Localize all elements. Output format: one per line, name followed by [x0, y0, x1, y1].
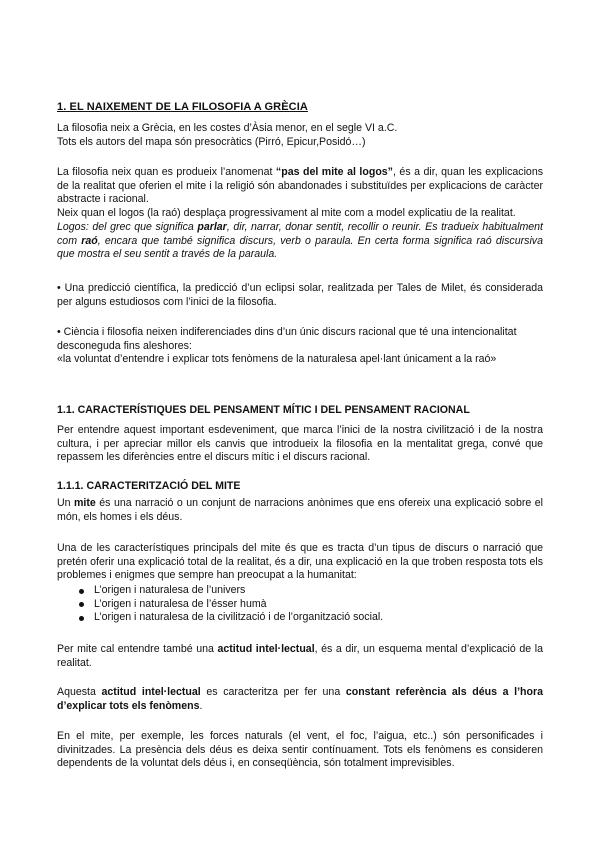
- bullet-ciencia: [57, 326, 543, 367]
- paragraph-forces: En el mite, per exemple, les forces naturals (el vent, el foc, l’aigua, etc..) són personificades i divinitzades. La presència dels déus es deixa sentir contínuament. Tots els fenòmens es consideren dependents de la voluntat dels déus i, en conseqüència, són totalment imprevisibles.: [57, 730, 543, 770]
- text-span: • Ciència i filosofia neixen indiferenciades dins d’un únic discurs racional que té una intencionalitat desconeguda fins aleshores:: [57, 326, 517, 352]
- paragraph-mite-logos: [57, 166, 543, 207]
- paragraph-caracteristiques: Una de les característiques principals del mite és que es tracta d’un tipus de discurs o narració que pretén oferir una explicació total de la realitat, és a dir, una explicació en la que troben resposta tots els problemes i enigmes que sempre han preocupat a la humanitat:: [57, 542, 543, 582]
- bullet-prediccio: • Una predicció científica, la predicció d’un eclipsi solar, realitzada per Tales de Milet, és considerada per alguns estudiosos com l’inici de la filosofia.: [57, 282, 543, 308]
- heading-main: 1. EL NAIXEMENT DE LA FILOSOFIA A GRÈCIA: [57, 101, 308, 113]
- paragraph-logos: Neix quan el logos (la raó) desplaça progressivament al mite com a model explicatiu de la realitat.: [57, 207, 516, 219]
- list-item-text: L’origen i naturalesa de la civilització i de l’organització social.: [94, 611, 384, 624]
- bold-term: constant referència als déus a l’hora d’explicar tots els fenòmens: [57, 686, 543, 712]
- paragraph-mite-definition: [57, 497, 543, 524]
- list-item: [57, 598, 383, 612]
- text-span: , és a dir, un esquema mental d’explicació de la realitat.: [57, 643, 543, 669]
- text-span: , encara que també significa discurs, verb o paraula. En certa forma significa raó discursiva que mostra el seu sentit a través de la paraula.: [57, 234, 543, 261]
- bold-term: mite: [74, 497, 96, 509]
- list-item: [57, 611, 383, 625]
- heading-1-1-1: 1.1.1. CARACTERITZACIÓ DEL MITE: [57, 480, 241, 492]
- text-span: Aquesta: [57, 686, 102, 698]
- text-span: Un: [57, 497, 75, 509]
- bullet-icon: [79, 616, 84, 621]
- text-span: , és a dir, quan les explicacions de la realitat que oferien el mite i la religió són abandonades i substituïdes per explicacions de caràcter abstracte i racional.: [57, 166, 544, 206]
- text-span: , dir, narrar, donar sentit, recollir o reunir. Es tradueix habitualment com: [57, 221, 544, 247]
- text-span: Logos: del grec que significa: [57, 221, 198, 233]
- text-span: La filosofia neix quan es produeix l’anomenat: [57, 166, 276, 178]
- bullet-list: [57, 584, 383, 625]
- bullet-icon: [79, 602, 84, 607]
- list-item: [57, 584, 383, 598]
- paragraph-actitud-2: [57, 686, 543, 713]
- heading-1-1: 1.1. CARACTERÍSTIQUES DEL PENSAMENT MÍTIC I DEL PENSAMENT RACIONAL: [57, 404, 470, 416]
- text-span: Per mite cal entendre també una: [57, 643, 218, 655]
- list-item-text: L’origen i naturalesa de l’univers: [94, 584, 246, 596]
- list-item-text: L’origen i naturalesa de l’ésser humà: [94, 597, 267, 610]
- text-span: .: [199, 699, 203, 712]
- paragraph-logos-greek: [57, 221, 543, 262]
- text-span: és una narració o un conjunt de narracions anònimes que ens ofereix una explicació sobre el món, els homes i els déus.: [57, 497, 543, 523]
- intro-line-2: Tots els autors del mapa són presocràtics (Pirró, Epicur,Posidó…): [57, 135, 366, 148]
- text-span: «la voluntat d’entendre i explicar tots fenòmens de la naturalesa apel·lant únicament a la raó»: [57, 353, 497, 366]
- bold-term: raó: [81, 234, 98, 247]
- bullet-icon: [79, 589, 84, 594]
- paragraph-1-1: Per entendre aquest important esdeveniment, que marca l’inici de la nostra civilització i de la nostra cultura, i per apreciar millor els canvis que introdueix la filosofia en la mentalitat grega, convé que repassem les diferències entre el discurs mític i el discurs racional.: [57, 424, 543, 464]
- text-span: es caracteritza per fer una: [200, 686, 346, 698]
- bold-term: “pas del mite al logos”: [275, 166, 393, 178]
- bold-term: actitud intel·lectual: [217, 643, 315, 655]
- paragraph-actitud: [57, 643, 543, 670]
- bold-term: parlar: [197, 221, 227, 233]
- intro-line-1: La filosofia neix a Grècia, en les costes d’Àsia menor, en el segle VI a.C.: [57, 122, 398, 134]
- bold-term: actitud intel·lectual: [101, 686, 201, 698]
- intro-paragraph: [57, 122, 543, 149]
